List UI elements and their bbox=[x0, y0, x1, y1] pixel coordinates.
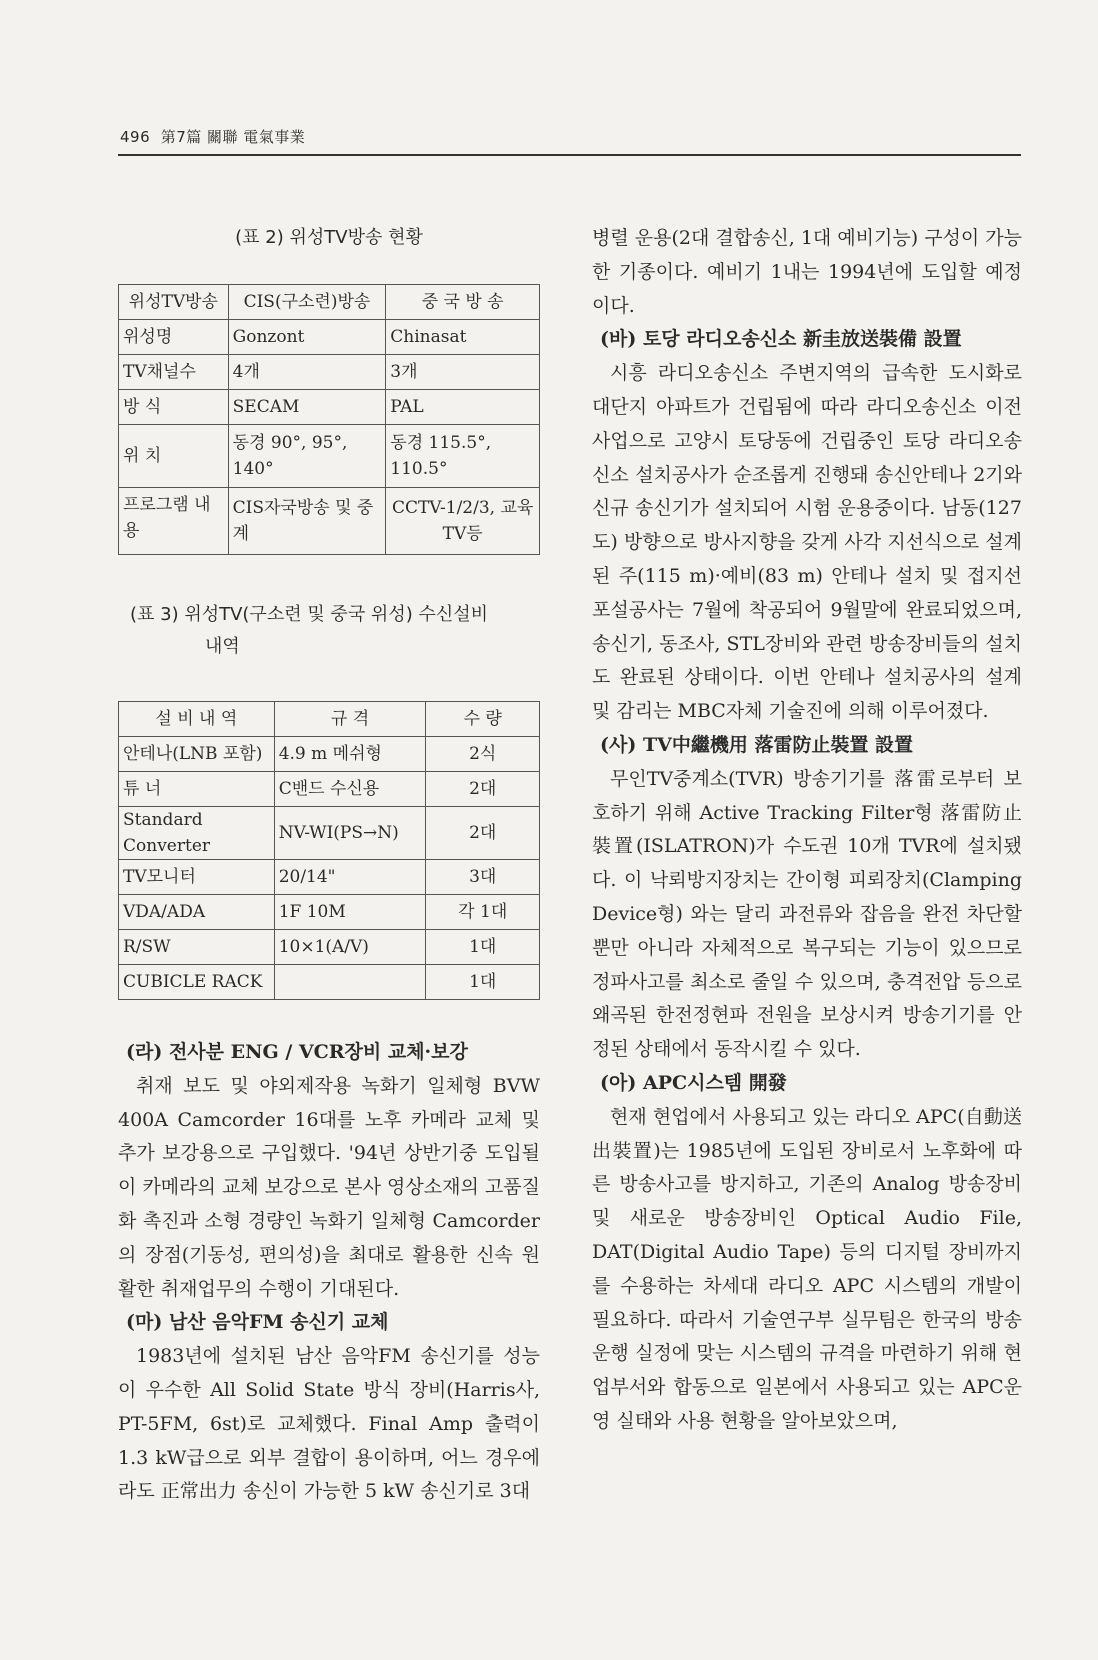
table-cell: R/SW bbox=[119, 930, 275, 965]
table-cell: 4개 bbox=[228, 355, 386, 390]
header-rule bbox=[118, 154, 1021, 156]
paragraph-ma: 1983년에 설치된 남산 음악FM 송신기를 성능이 우수한 All Solid State 방식 장비(Harris사, PT-5FM, 6st)로 교체했다. Final Amp 출력이 1.3 kW급으로 외부 결합이 용이하며, 어느 경우에라도 正常出力 송신이 가능한 5 kW 송신기로 3대 bbox=[118, 1345, 540, 1503]
table-cell: NV-WI(PS→N) bbox=[274, 807, 426, 860]
table-cell: 2대 bbox=[426, 807, 540, 860]
table-cell: TV채널수 bbox=[119, 355, 229, 390]
table-cell: 각 1대 bbox=[426, 895, 540, 930]
table-cell: 동경 115.5°, 110.5° bbox=[386, 425, 540, 488]
table-cell: 방 식 bbox=[119, 390, 229, 425]
page-number: 496 bbox=[120, 128, 151, 146]
section-heading-ba: (바) 토당 라디오송신소 新圭放送裝備 設置 bbox=[600, 328, 962, 351]
table-cell: 튜 너 bbox=[119, 772, 275, 807]
paragraph-a: 현재 현업에서 사용되고 있는 라디오 APC(自動送出裝置)는 1985년에 도입된 장비로서 노후화에 따른 방송사고를 방지하고, 기존의 Analog 방송장비 및 새로운 방송장비인 Optical Audio File, DAT(Digital Audio Tape) 등의 디지털 장비까지를 수용하는 차세대 라디오 APC 시스템의 개발이 필요하다. 따라서 기술연구부 실무팀은 한국의 방송운행 실정에 맞는 시스템의 규격을 마련하기 위해 현업부서와 합동으로 일본에서 사용되고 있는 APC운영 실태와 사용 현황을 알아보았으며, bbox=[592, 1105, 1022, 1432]
page-header bbox=[120, 126, 305, 147]
table-cell bbox=[274, 965, 426, 1000]
paragraph-ba: 시흥 라디오송신소 주변지역의 급속한 도시화로 대단지 아파트가 건립됨에 따라 라디오송신소 이전사업으로 고양시 토당동에 건립중인 토당 라디오송신소 설치공사가 순조롭게 진행돼 송신안테나 2기와 신규 송신기가 설치되어 시험 운용중이다. 남동(127도) 방향으로 방사지향을 갖게 사각 지선식으로 설계된 주(115 m)·예비(83 m) 안테나 설치 및 접지선 포설공사는 7월에 착공되어 9월말에 완료되었으며, 송신기, 동조사, STL장비와 관련 방송장비들의 설치도 완료된 상태이다. 이번 안테나 설치공사의 설계 및 감리는 MBC자체 기술진에 의해 이루어졌다. bbox=[592, 362, 1022, 723]
table-cell: CCTV-1/2/3, 교육 TV등 bbox=[386, 488, 540, 555]
table-cell: VDA/ADA bbox=[119, 895, 275, 930]
table3-header-row bbox=[119, 702, 540, 737]
section-heading-a: (아) APC시스템 開發 bbox=[600, 1071, 787, 1094]
running-title: 第7篇 關聯 電氣事業 bbox=[160, 128, 306, 146]
table3-caption bbox=[118, 599, 540, 663]
table-row bbox=[119, 807, 540, 860]
table-cell: Standard Converter bbox=[119, 807, 275, 860]
table-cell: PAL bbox=[386, 390, 540, 425]
table-row bbox=[119, 772, 540, 807]
table-cell: 2식 bbox=[426, 737, 540, 772]
table-cell: TV모니터 bbox=[119, 860, 275, 895]
table-cell: C밴드 수신용 bbox=[274, 772, 426, 807]
table-cell: 3개 bbox=[386, 355, 540, 390]
table-cell: CIS자국방송 및 중계 bbox=[228, 488, 386, 555]
table2-header-row bbox=[119, 285, 540, 320]
paragraph-continued: 병렬 운용(2대 결합송신, 1대 예비기능) 구성이 가능한 기종이다. 예비기 1내는 1994년에 도입할 예정이다. bbox=[592, 227, 1023, 317]
table-cell: Chinasat bbox=[386, 320, 540, 355]
table-row bbox=[119, 895, 540, 930]
section-heading-ra: (라) 전사분 ENG / VCR장비 교체·보강 bbox=[126, 1041, 468, 1063]
table-row bbox=[119, 390, 540, 425]
table-row bbox=[119, 425, 540, 488]
table2-header-cell: 중 국 방 송 bbox=[386, 285, 540, 320]
table-row bbox=[119, 860, 540, 895]
table3-header-cell: 설 비 내 역 bbox=[119, 702, 275, 737]
table-cell: 1대 bbox=[426, 965, 540, 1000]
table3-header-cell: 수 량 bbox=[426, 702, 540, 737]
right-column bbox=[592, 222, 1022, 1439]
table-cell: 위 치 bbox=[119, 425, 229, 488]
table-cell: 프로그램 내용 bbox=[119, 488, 229, 555]
table2-header-cell: CIS(구소련)방송 bbox=[228, 285, 386, 320]
table-row bbox=[119, 737, 540, 772]
table-cell: 4.9 m 메쉬형 bbox=[274, 737, 426, 772]
table-cell: 2대 bbox=[426, 772, 540, 807]
table-cell: CUBICLE RACK bbox=[119, 965, 275, 1000]
paragraph-ra: 취재 보도 및 야외제작용 녹화기 일체형 BVW 400A Camcorder 16대를 노후 카메라 교체 및 추가 보강용으로 구입했다. '94년 상반기중 도입될 이 카메라의 교체 보강으로 본사 영상소재의 고품질화 촉진과 소형 경량인 녹화기 일체형 Camcorder의 장점(기동성, 편의성)을 최대로 활용한 신속 원활한 취재업무의 수행이 기대된다. bbox=[118, 1074, 540, 1300]
table-cell: 동경 90°, 95°, 140° bbox=[228, 425, 386, 488]
left-column bbox=[118, 222, 540, 1509]
table-cell: 위성명 bbox=[119, 320, 229, 355]
table-cell: 1대 bbox=[426, 930, 540, 965]
section-heading-ma: (마) 남산 음악FM 송신기 교체 bbox=[126, 1311, 389, 1334]
table-cell: SECAM bbox=[228, 390, 386, 425]
table3-header-cell: 규 격 bbox=[274, 702, 426, 737]
table-row bbox=[119, 488, 540, 555]
table-cell: 20/14" bbox=[274, 860, 426, 895]
table-cell: Gonzont bbox=[228, 320, 386, 355]
table3-caption-line1: (표 3) 위성TV(구소련 및 중국 위성) 수신설비 bbox=[130, 604, 488, 625]
table-cell: 10×1(A/V) bbox=[274, 930, 426, 965]
table-cell: 3대 bbox=[426, 860, 540, 895]
table2-caption: (표 2) 위성TV방송 현황 bbox=[235, 227, 423, 248]
table3-caption-line2: 내역 bbox=[205, 636, 240, 657]
section-heading-sa: (사) TV中繼機用 落雷防止裝置 設置 bbox=[600, 733, 914, 756]
table-row bbox=[119, 930, 540, 965]
table3 bbox=[118, 701, 540, 1000]
paragraph-sa: 무인TV중계소(TVR) 방송기기를 落雷로부터 보호하기 위해 Active Tracking Filter형 落雷防止裝置(ISLATRON)가 수도권 10개 TVR에 설치됐다. 이 낙뢰방지장치는 간이형 피뢰장치(Clamping Device형) 와는 달리 과전류와 잡음을 완전 차단할 뿐만 아니라 자체적으로 복구되는 기능이 있으므로 정파사고를 최소로 줄일 수 있으며, 충격전압 등으로 왜곡된 한전정현파 전원을 보상시켜 방송기기를 안정된 상태에서 동작시킬 수 있다. bbox=[592, 767, 1022, 1061]
table-cell: 안테나(LNB 포함) bbox=[119, 737, 275, 772]
table2-header-cell: 위성TV방송 bbox=[119, 285, 229, 320]
table2 bbox=[118, 284, 540, 555]
table-cell: 1F 10M bbox=[274, 895, 426, 930]
table-row bbox=[119, 355, 540, 390]
table-row bbox=[119, 965, 540, 1000]
table-row bbox=[119, 320, 540, 355]
